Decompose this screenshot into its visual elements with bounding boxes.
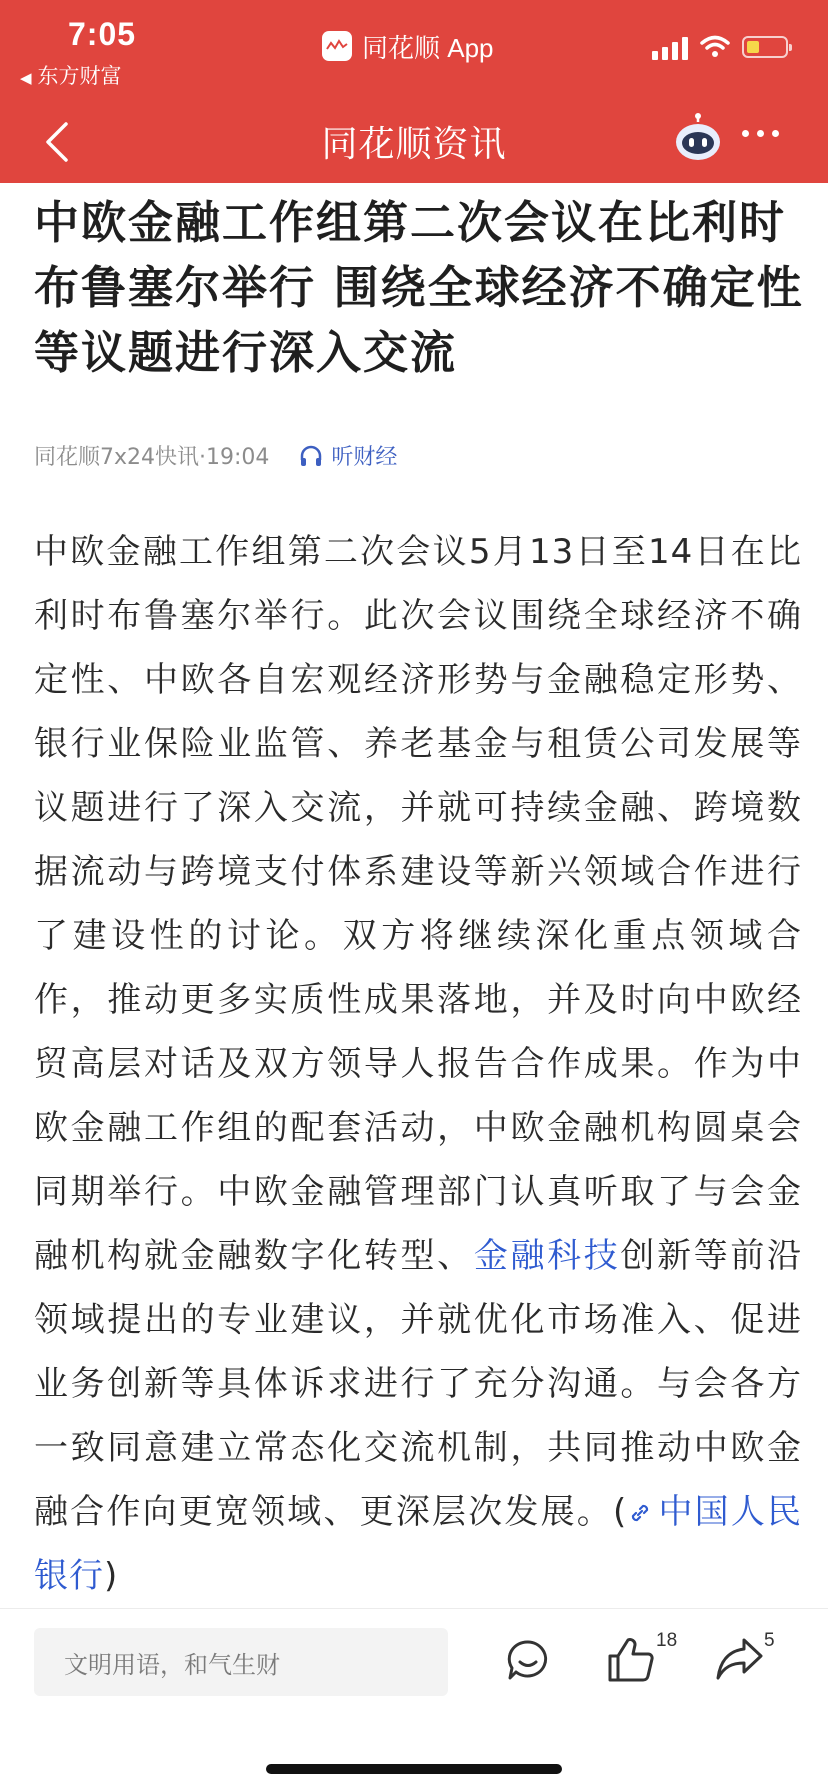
keyword-link[interactable]: 金融科技 [473,1236,621,1276]
listen-button[interactable] [299,440,397,471]
bottom-divider [0,1608,828,1609]
robot-assistant-icon[interactable] [672,112,724,164]
signal-icon [652,36,688,60]
app-header [0,0,828,183]
app-name-label: 同花顺 App [362,32,494,63]
nav-title: 同花顺资讯 [321,124,507,165]
battery-icon [742,36,788,58]
share-count: 5 [764,1630,775,1651]
more-icon[interactable] [742,130,779,137]
body-text-end: ) [104,1556,119,1596]
source-link-label: 中国人民银行 [34,1492,803,1596]
comment-icon[interactable] [504,1636,552,1684]
status-time: 7:05 [68,16,137,52]
listen-label: 听财经 [331,445,398,470]
headphones-icon [299,445,323,467]
app-name-badge [322,26,494,66]
back-app-label: 东方财富 [37,64,122,88]
article-title: 中欧金融工作组第二次会议在比利时布鲁塞尔举行 围绕全球经济不确定性等议题进行深入交流 [34,196,804,379]
article-body [34,520,802,1608]
app-logo-icon [322,31,352,61]
like-count: 18 [656,1630,678,1651]
wifi-icon [700,34,730,58]
home-indicator [266,1764,562,1774]
like-icon[interactable] [606,1636,656,1684]
comment-placeholder: 文明用语，和气生财 [64,1650,280,1679]
comment-input[interactable] [34,1628,448,1696]
link-icon [627,1500,653,1526]
back-to-app-link[interactable] [20,60,122,90]
article-meta [34,440,397,471]
share-icon[interactable] [714,1636,764,1682]
back-triangle-icon: ◀ [20,69,32,87]
body-text-part2: 创新等前沿领域提出的专业建议，并就优化市场准入、促进业务创新等具体诉求进行了充分沟通。与会各方一致同意建立常态化交流机制，共同推动中欧金融合作向更宽领域、更深层次发展。( [34,1236,803,1532]
article-source: 同花顺7x24快讯·19:04 [34,445,270,470]
body-text-part1: 中欧金融工作组第二次会议5月13日至14日在比利时布鲁塞尔举行。此次会议围绕全球经济不确定性、中欧各自宏观经济形势与金融稳定形势、银行业保险业监管、养老基金与租赁公司发展等议题进行了深入交流，并就可持续金融、跨境数据流动与跨境支付体系建设等新兴领域合作进行了建设性的讨论。双方将继续深化重点领域合作，推动更多实质性成果落地，并及时向中欧经贸高层对话及双方领导人报告合作成果。作为中欧金融工作组的配套活动，中欧金融机构圆桌会同期举行。中欧金融管理部门认真听取了与会金融机构就金融数字化转型、 [34,532,802,1276]
